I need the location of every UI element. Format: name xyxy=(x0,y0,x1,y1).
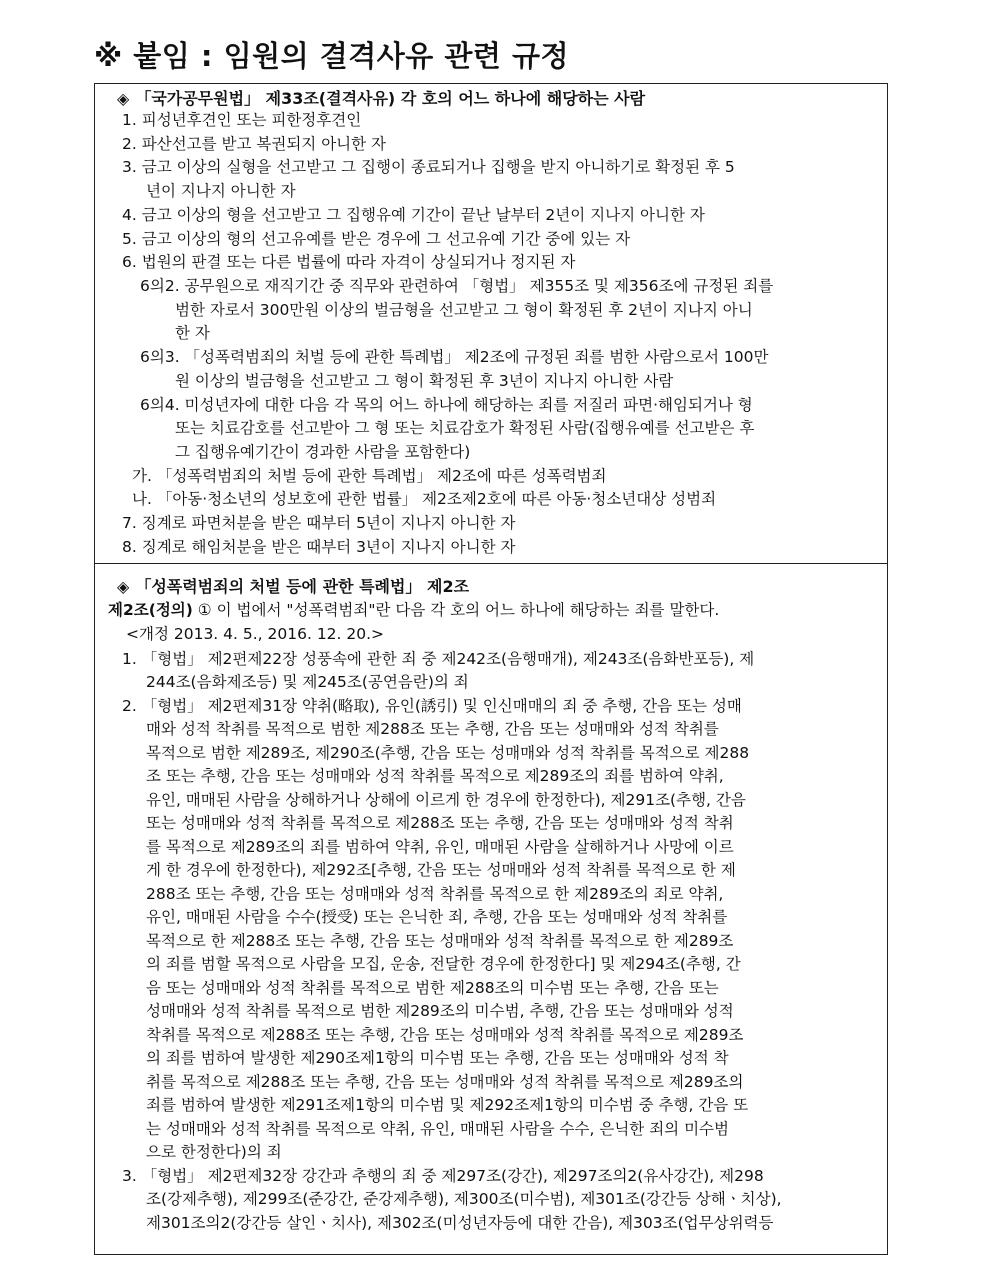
list-item-continuation: 조 또는 추행, 간음 또는 성매매와 성적 착취를 목적으로 제289조의 죄를 범하여 약취, xyxy=(146,767,724,785)
list-item-continuation: 매와 성적 착취를 목적으로 범한 제288조 또는 추행, 간음 또는 성매매와 성적 착취를 xyxy=(146,720,719,738)
list-item-continuation: 죄를 범하여 발생한 제291조제1항의 미수범 및 제292조제1항의 미수범 중 추행, 간음 또 xyxy=(146,1096,749,1114)
list-item-continuation: 게 한 경우에 한정한다), 제292조[추행, 간음 또는 성매매와 성적 착취를 목적으로 한 제 xyxy=(146,861,736,879)
revision-note: <개정 2013. 4. 5., 2016. 12. 20.> xyxy=(126,625,385,643)
list-item-continuation: 으로 한정한다)의 죄 xyxy=(146,1143,282,1161)
list-item-continuation: 유인, 매매된 사람을 수수(授受) 또는 은닉한 죄, 추행, 간음 또는 성매매와 성적 착취를 xyxy=(146,908,728,926)
list-item-continuation: 244조(음화제조등) 및 제245조(공연음란)의 죄 xyxy=(146,673,469,691)
list-item-continuation: 목적으로 범한 제289조, 제290조(추행, 간음 또는 성매매와 성적 착취를 목적으로 제288 xyxy=(146,744,750,762)
list-item-continuation: 의 죄를 범할 목적으로 사람을 모집, 운송, 전달한 경우에 한정한다] 및 제294조(추행, 간 xyxy=(146,955,741,973)
list-item-continuation: 그 집행유예기간이 경과한 사람을 포함한다) xyxy=(175,443,471,461)
list-item-continuation: 는 성매매와 성적 착취를 목적으로 약취, 유인, 매매된 사람을 수수, 은닉한 죄의 미수범 xyxy=(146,1120,729,1138)
list-item-continuation: 를 목적으로 제289조의 죄를 범하여 약취, 유인, 매매된 사람을 살해하거나 사망에 이르 xyxy=(146,838,734,856)
list-item-continuation: 음 또는 성매매와 성적 착취를 목적으로 범한 제288조의 미수범 또는 추행, 간음 또는 xyxy=(146,979,719,997)
list-item-continuation: 성매매와 성적 착취를 목적으로 범한 제289조의 미수범, 추행, 간음 또는 성매매와 성적 xyxy=(146,1002,734,1020)
list-item: 7. 징계로 파면처분을 받은 때부터 5년이 지나지 아니한 자 xyxy=(122,514,516,532)
list-item-continuation: 원 이상의 벌금형을 선고받고 그 형이 확정된 후 3년이 지나지 아니한 사람 xyxy=(175,372,674,390)
sub-list-item: 가. 「성폭력범죄의 처벌 등에 관한 특례법」 제2조에 따른 성폭력범죄 xyxy=(132,467,607,485)
section-header xyxy=(117,87,645,110)
diamond-bullet-icon: ◈ xyxy=(117,89,130,108)
list-item: 5. 금고 이상의 형의 선고유예를 받은 경우에 그 선고유예 기간 중에 있는 자 xyxy=(122,230,631,248)
section-header xyxy=(117,575,469,598)
article-label: 제2조(정의) xyxy=(108,601,193,619)
list-item: 6의3. 「성폭력범죄의 처벌 등에 관한 특례법」 제2조에 규정된 죄를 범한 사람으로서 100만 xyxy=(140,348,769,366)
list-item: 6. 법원의 판결 또는 다른 법률에 따라 자격이 상실되거나 정지된 자 xyxy=(122,253,576,271)
list-item: 3. 금고 이상의 실형을 선고받고 그 집행이 종료되거나 집행을 받지 아니하기로 확정된 후 5 xyxy=(122,158,735,176)
list-item: 6의4. 미성년자에 대한 다음 각 목의 어느 하나에 해당하는 죄를 저질러 파면·해임되거나 형 xyxy=(140,396,753,414)
list-item-continuation: 한 자 xyxy=(175,324,210,342)
list-item-continuation: 288조 또는 추행, 간음 또는 성매매와 성적 착취를 목적으로 한 제289조의 죄로 약취, xyxy=(146,885,724,903)
list-item-continuation: 범한 자로서 300만원 이상의 벌금형을 선고받고 그 형이 확정된 후 2년이 지나지 아니 xyxy=(175,301,753,319)
list-item-continuation: 의 죄를 범하여 발생한 제290조제1항의 미수범 또는 추행, 간음 또는 성매매와 성적 착 xyxy=(146,1049,729,1067)
diamond-bullet-icon: ◈ xyxy=(117,577,130,596)
list-item: 6의2. 공무원으로 재직기간 중 직무와 관련하여 「형법」 제355조 및 제356조에 규정된 죄를 xyxy=(140,277,774,295)
section-box-civil-service-act xyxy=(94,83,888,564)
list-item-continuation: 취를 목적으로 제288조 또는 추행, 간음 또는 성매매와 성적 착취를 목적으로 제289조의 xyxy=(146,1073,744,1091)
section-box-sexual-crimes-act xyxy=(94,563,888,1255)
list-item: 2. 「형법」 제2편제31장 약취(略取), 유인(誘引) 및 인신매매의 죄 중 추행, 간음 또는 성매 xyxy=(122,697,742,715)
list-item: 3. 「형법」 제2편제32장 강간과 추행의 죄 중 제297조(강간), 제297조의2(유사강간), 제298 xyxy=(122,1167,764,1185)
article-line xyxy=(108,599,719,622)
list-item: 1. 피성년후견인 또는 피한정후견인 xyxy=(122,111,362,129)
list-item-continuation: 제301조의2(강간등 살인ㆍ치사), 제302조(미성년자등에 대한 간음), 제303조(업무상위력등 xyxy=(146,1214,774,1232)
list-item-continuation: 또는 성매매와 성적 착취를 목적으로 제288조 또는 추행, 간음 또는 성매매와 성적 착취 xyxy=(146,814,734,832)
list-item-continuation: 목적으로 한 제288조 또는 추행, 간음 또는 성매매와 성적 착취를 목적으로 한 제289조 xyxy=(146,932,734,950)
section-header-text: 「국가공무원법」 제33조(결격사유) 각 호의 어느 하나에 해당하는 사람 xyxy=(135,89,646,108)
list-item: 2. 파산선고를 받고 복권되지 아니한 자 xyxy=(122,135,387,153)
list-item-continuation: 착취를 목적으로 제288조 또는 추행, 간음 또는 성매매와 성적 착취를 목적으로 제289조 xyxy=(146,1026,744,1044)
sub-list-item: 나. 「아동·청소년의 성보호에 관한 법률」 제2조제2호에 따른 아동·청소년대상 성범죄 xyxy=(132,490,717,508)
list-item: 4. 금고 이상의 형을 선고받고 그 집행유예 기간이 끝난 날부터 2년이 지나지 아니한 자 xyxy=(122,206,705,224)
list-item: 8. 징계로 해임처분을 받은 때부터 3년이 지나지 아니한 자 xyxy=(122,538,516,556)
section-header-text: 「성폭력범죄의 처벌 등에 관한 특례법」 제2조 xyxy=(135,577,470,596)
article-text: ① 이 법에서 "성폭력범죄"란 다음 각 호의 어느 하나에 해당하는 죄를 말한다. xyxy=(197,601,720,619)
list-item-continuation: 또는 치료감호를 선고받아 그 형 또는 치료감호가 확정된 사람(집행유예를 선고받은 후 xyxy=(175,419,755,437)
list-item-continuation: 년이 지나지 아니한 자 xyxy=(146,182,296,200)
page-title: ※ 붙임 : 임원의 결격사유 관련 규정 xyxy=(94,39,570,73)
list-item-continuation: 조(강제추행), 제299조(준강간, 준강제추행), 제300조(미수범), 제301조(강간등 상해ㆍ치상), xyxy=(146,1190,782,1208)
list-item: 1. 「형법」 제2편제22장 성풍속에 관한 죄 중 제242조(음행매개), 제243조(음화반포등), 제 xyxy=(122,650,755,668)
list-item-continuation: 유인, 매매된 사람을 상해하거나 상해에 이르게 한 경우에 한정한다), 제291조(추행, 간음 xyxy=(146,791,746,809)
